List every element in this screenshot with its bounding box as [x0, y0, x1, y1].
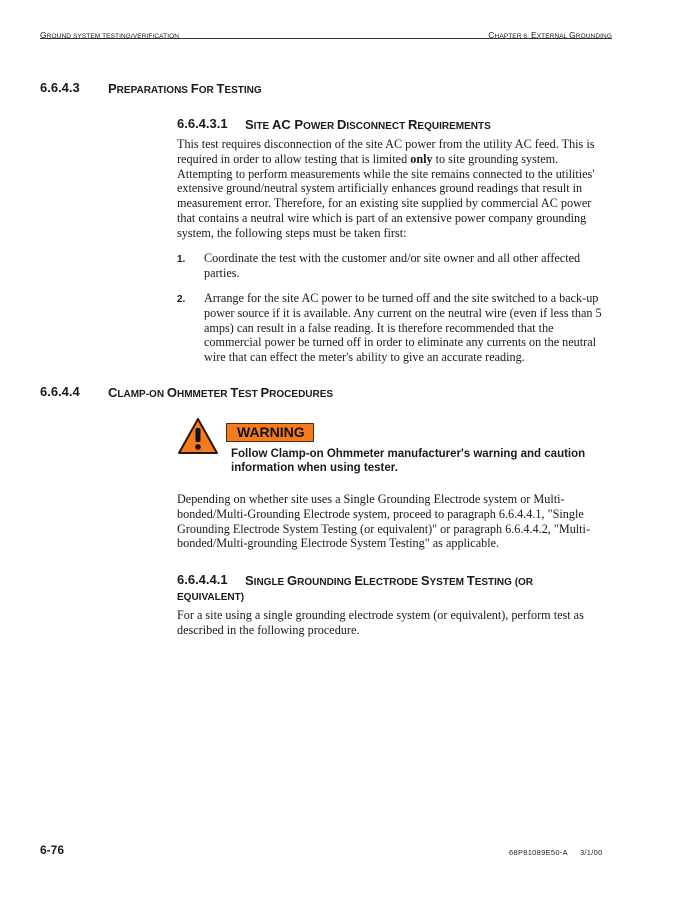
- list-item: Arrange for the site AC power to be turned off and the site switched to a back-up power source if it is available. Any current on the neutral wire (even if less than 5 amps) can result in a false reading. It is therefore recommended that the commercial power be turned off in order to eliminate any currents on the neutral wire that can effect the meter's ability to give an accurate reading.: [204, 291, 602, 365]
- section-title-66431: SITE AC POWER DISCONNECT REQUIREMENTS: [245, 117, 491, 132]
- section-number-66441: 6.6.4.4.1: [177, 572, 228, 587]
- emphasis-only: only: [410, 151, 433, 166]
- list-number: 1.: [177, 254, 186, 265]
- running-header-right: CHAPTER 6: EXTERNAL GROUNDING: [488, 30, 612, 40]
- list-item: Coordinate the test with the customer and/or site owner and all other affected parties.: [204, 251, 581, 280]
- document-id: 68P81089E50-A 3/1/00: [509, 848, 603, 857]
- section-title-66441: SINGLE GROUNDING ELECTRODE SYSTEM TESTING (OR: [245, 573, 534, 588]
- warning-text: Follow Clamp-on Ohmmeter manufacturer's warning and caution information when using tester.: [231, 448, 586, 474]
- section-title-6643: PREPARATIONS FOR TESTING: [108, 81, 262, 96]
- section-title-6644: CLAMP-ON OHMMETER TEST PROCEDURES: [108, 385, 334, 400]
- paragraph-ac-disconnect: This test requires disconnection of the site AC power from the utility AC feed. This is required in order to allow testing that is limited only to site grounding system. Attempting to perform measurements while the site remains connected to the utilities' extensive ground/neutral system artificially enhances ground readings that result in measurement error. Therefore, for an existing site supplied by commercial AC power that contains a neutral wire which is part of an extensive power company grounding system, the following steps must be taken first:: [177, 137, 595, 240]
- list-number: 2.: [177, 294, 186, 305]
- paragraph-single-electrode: For a site using a single grounding electrode system (or equivalent), perform test as described in the following procedure.: [177, 608, 584, 637]
- warning-triangle-icon: [177, 417, 219, 455]
- header-rule: [40, 38, 612, 39]
- page-number: 6-76: [40, 843, 65, 857]
- warning-label: WARNING: [226, 423, 314, 442]
- paragraph-test-procedures: Depending on whether site uses a Single Grounding Electrode system or Multi- bonded/Multi-Grounding Electrode system, proceed to paragraph 6.6.4.4.1, "Single Grounding Electrode System Testing (or equivalent)" or paragraph 6.6.4.4.2, "Multi- bonded/Multi-grounding Electrode System Testing" as applicable.: [177, 492, 590, 551]
- running-header-left: GROUND SYSTEM TESTING/VERIFICATION: [40, 30, 180, 40]
- document-date: 3/1/00: [579, 848, 603, 857]
- section-number-66431: 6.6.4.3.1: [177, 116, 228, 131]
- section-number-6643: 6.6.4.3: [40, 80, 80, 95]
- section-number-6644: 6.6.4.4: [40, 384, 80, 399]
- section-title-66441-continued: EQUIVALENT): [177, 592, 245, 603]
